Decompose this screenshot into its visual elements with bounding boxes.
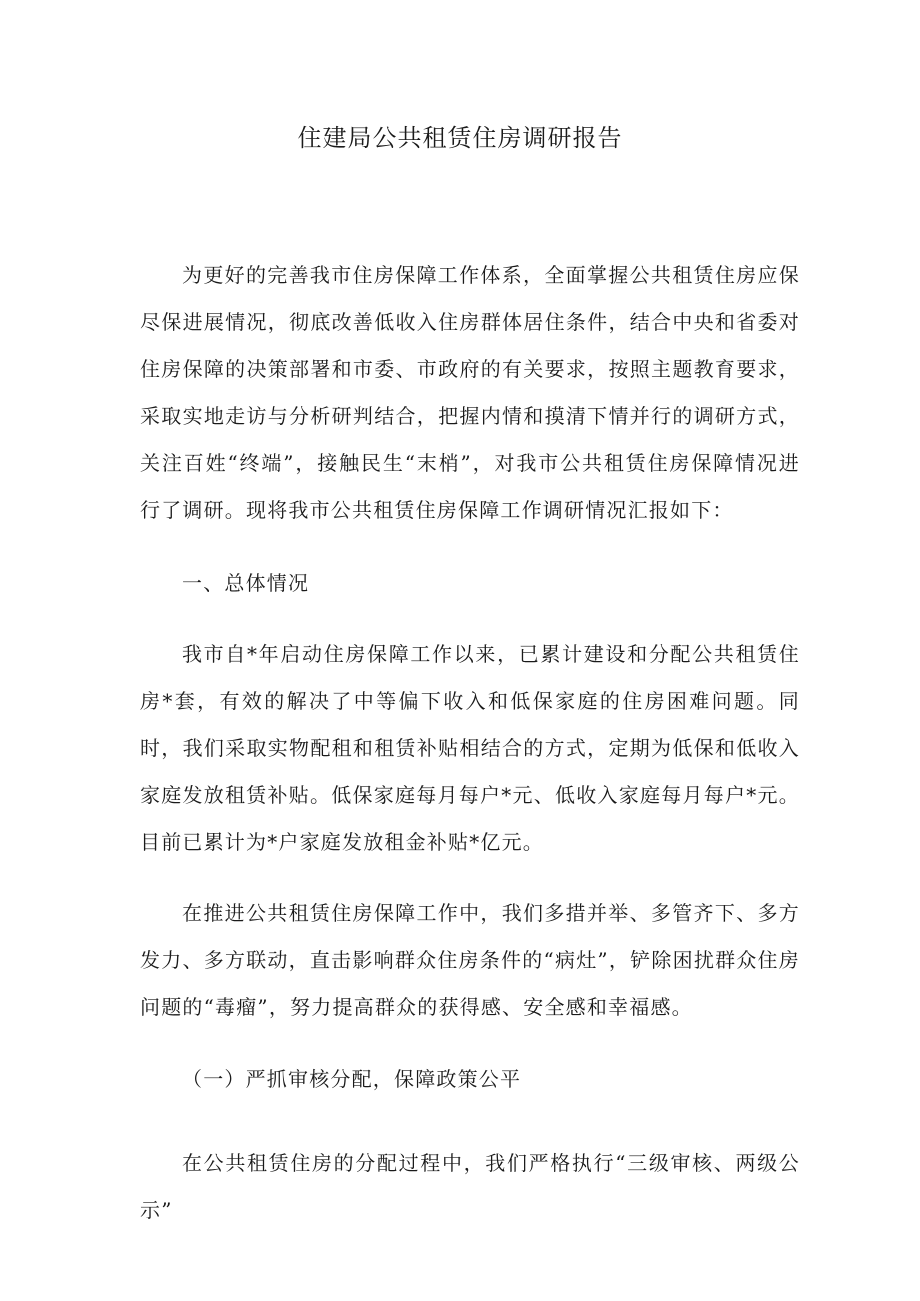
measures-paragraph: 在推进公共租赁住房保障工作中，我们多措并举、多管齐下、多方发力、多方联动，直击影响群众住房条件的“病灶”，铲除困扰群众住房问题的“毒瘤”，努力提高群众的获得感、安全感和幸福感。: [140, 901, 800, 1019]
allocation-paragraph: 在公共租赁住房的分配过程中，我们严格执行“三级审核、两级公示”: [140, 1151, 800, 1222]
intro-paragraph: 为更好的完善我市住房保障工作体系，全面掌握公共租赁住房应保尽保进展情况，彻底改善低收入住房群体居住条件，结合中央和省委对住房保障的决策部署和市委、市政府的有关要求，按照主题教育要求，采取实地走访与分析研判结合，把握内情和摸清下情并行的调研方式，关注百姓“终端”，接触民生“末梢”，对我市公共租赁住房保障情况进行了调研。现将我市公共租赁住房保障工作调研情况汇报如下：: [140, 263, 800, 522]
section-heading-overview: 一、总体情况: [182, 571, 310, 595]
overview-paragraph: 我市自*年启动住房保障工作以来，已累计建设和分配公共租赁住房*套，有效的解决了中等偏下收入和低保家庭的住房困难问题。同时，我们采取实物配租和租赁补贴相结合的方式，定期为低保和低收入家庭发放租赁补贴。低保家庭每月每户*元、低收入家庭每月每户*元。目前已累计为*户家庭发放租金补贴*亿元。: [140, 642, 800, 854]
document-title: 住建局公共租赁住房调研报告: [297, 124, 623, 152]
subsection-heading-allocation: （一）严抓审核分配，保障政策公平: [182, 1067, 522, 1091]
